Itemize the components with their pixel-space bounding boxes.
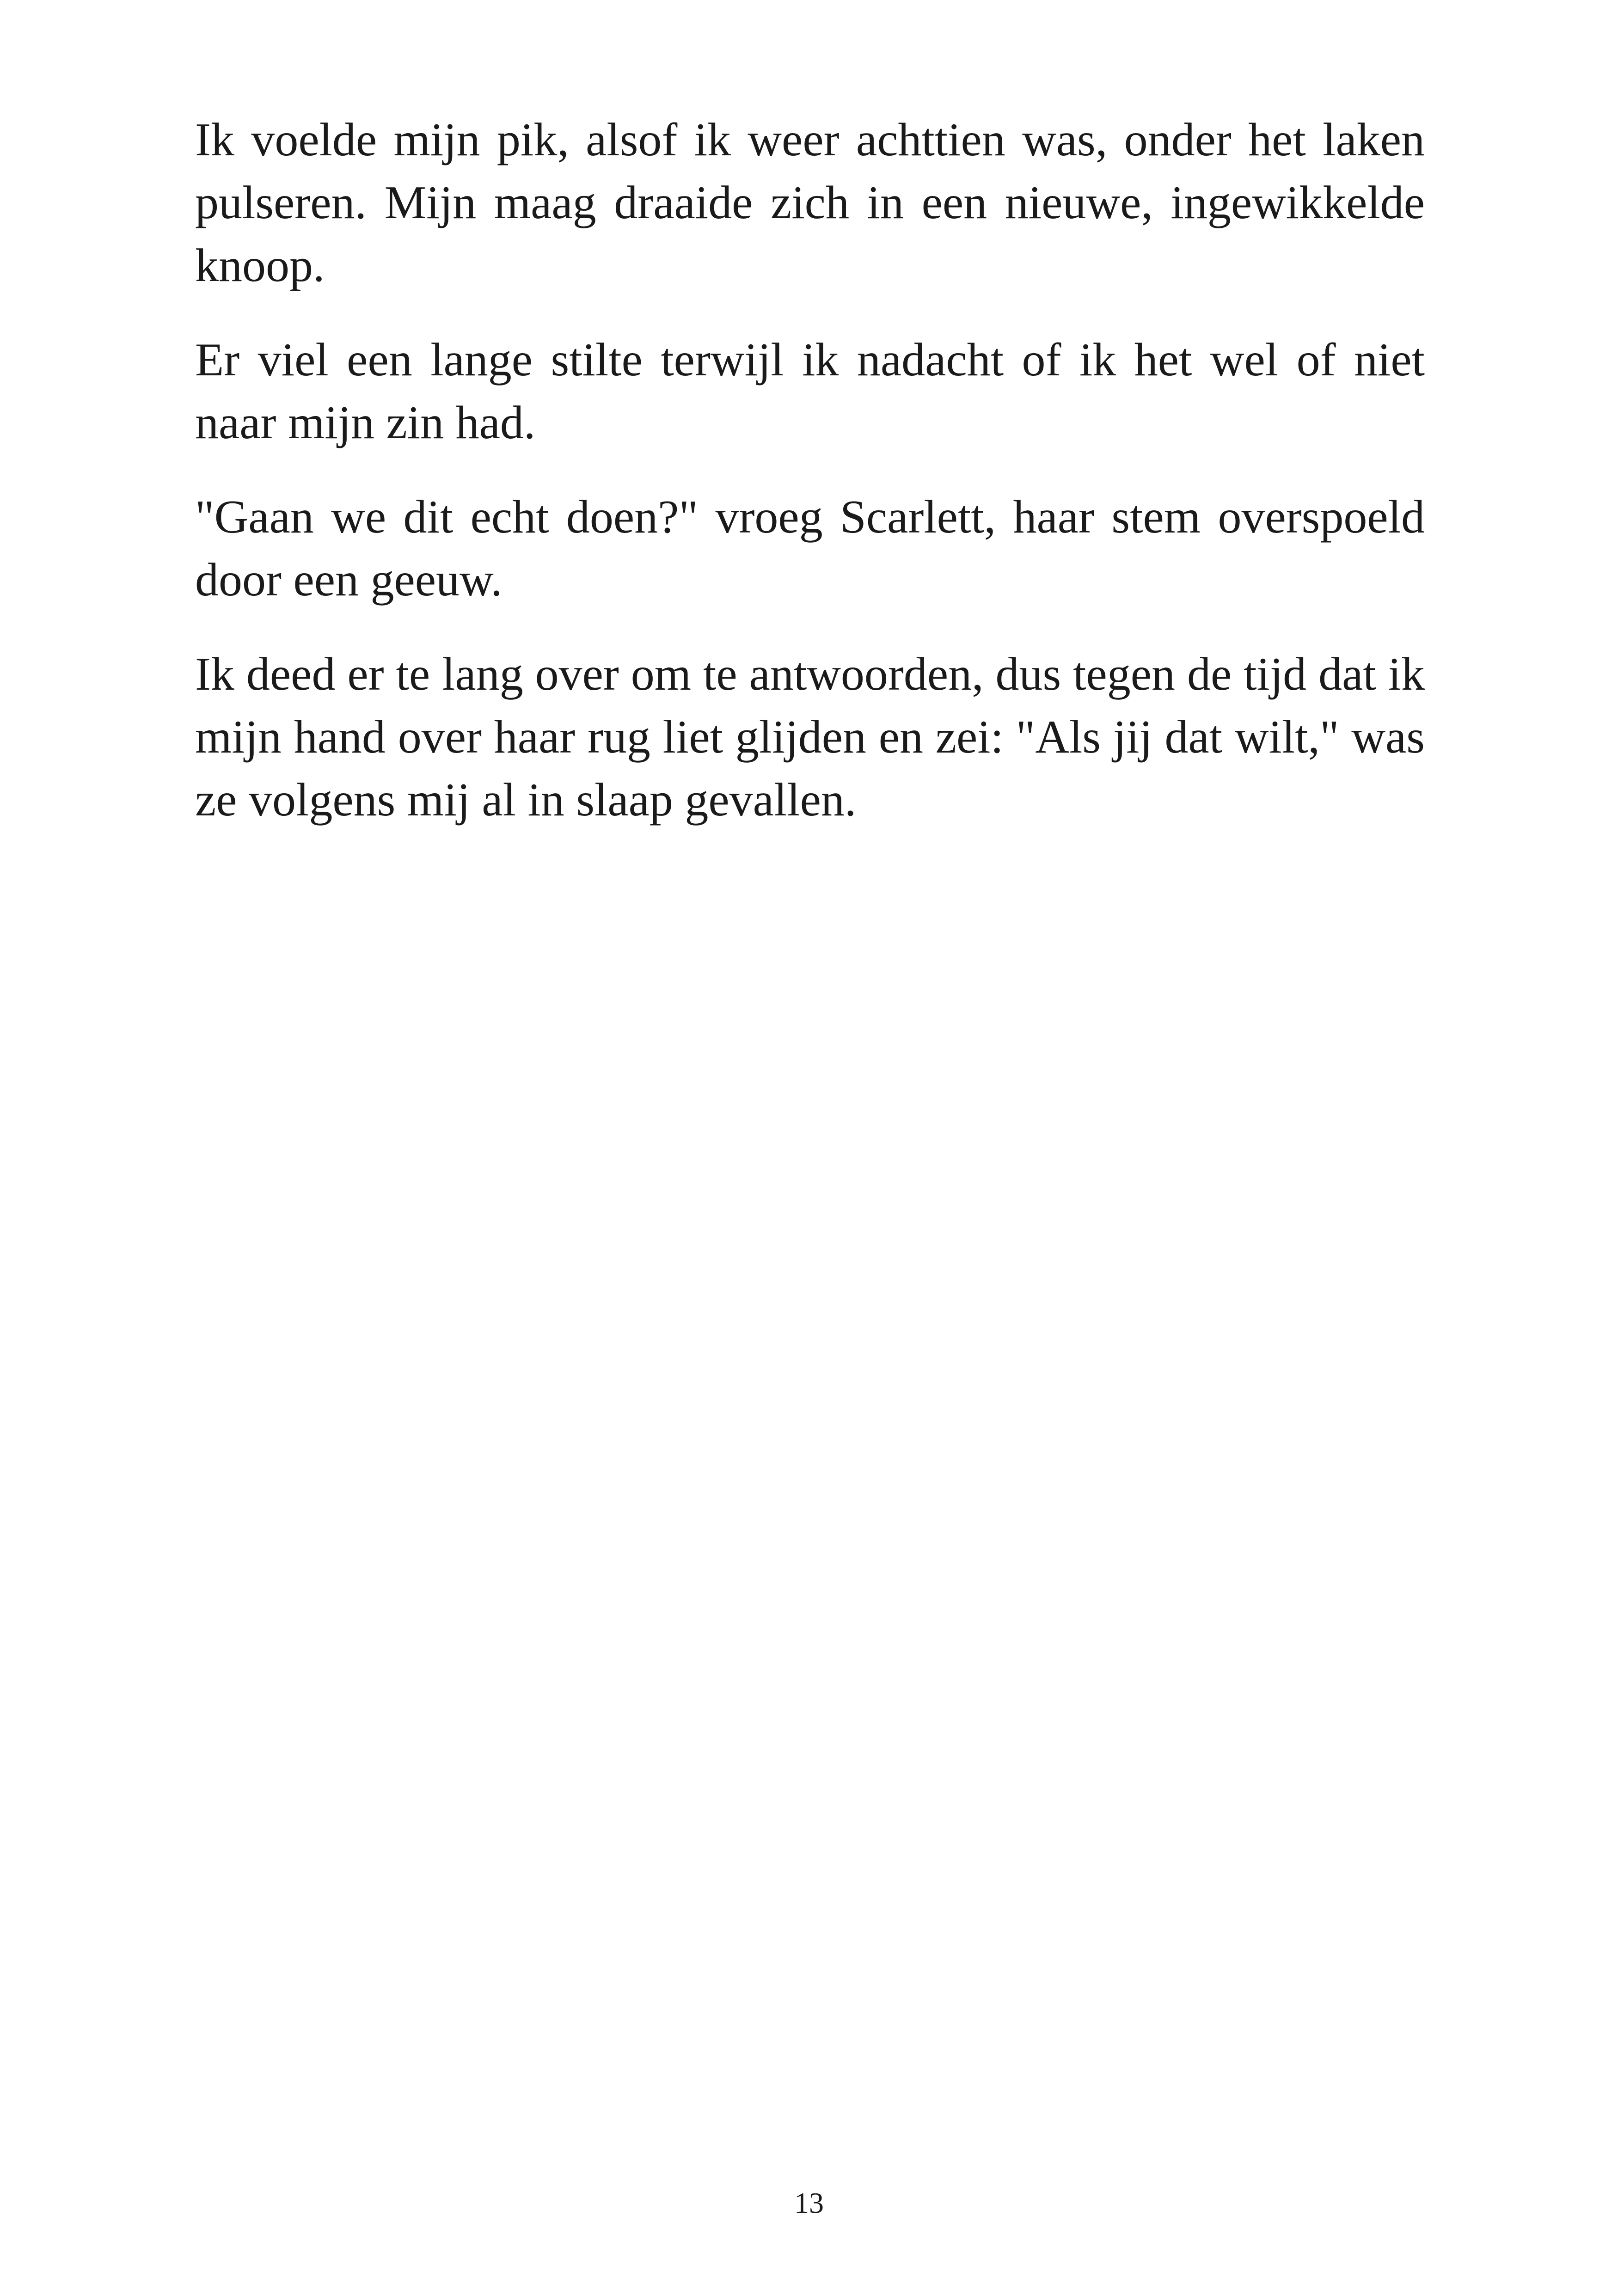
paragraph-1: Ik voelde mijn pik, alsof ik weer achttien was, onder het laken pulseren. Mijn maag draaide zich in een nieuwe, ingewikkelde knoop. <box>195 114 1425 292</box>
paragraph-3: "Gaan we dit echt doen?" vroeg Scarlett, haar stem overspoeld door een geeuw. <box>195 491 1425 606</box>
paragraph-4: Ik deed er te lang over om te antwoorden, dus tegen de tijd dat ik mijn hand over haar rug liet glijden en zei: "Als jij dat wilt," was ze volgens mij al in slaap gevallen. <box>195 648 1425 826</box>
paragraph-2: Er viel een lange stilte terwijl ik nadacht of ik het wel of niet naar mijn zin had. <box>195 334 1425 449</box>
page-number: 13 <box>794 2186 824 2219</box>
body-text <box>195 109 1425 863</box>
